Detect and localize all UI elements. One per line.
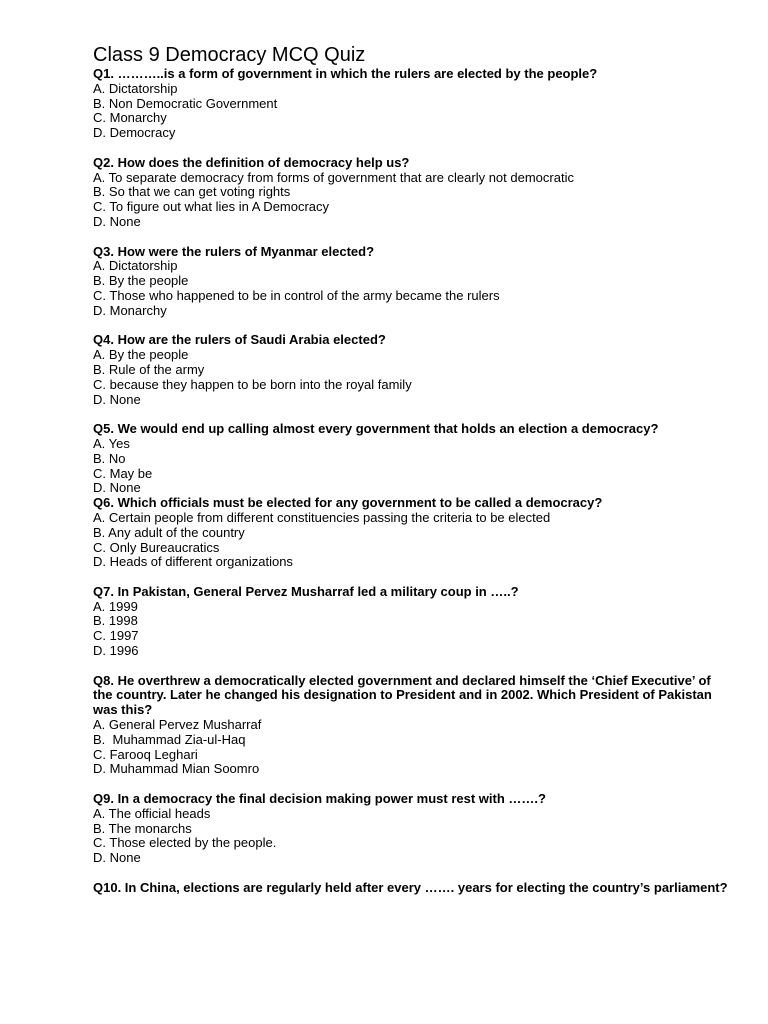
question-1: [93, 67, 733, 141]
option-a: A. General Pervez Musharraf: [93, 717, 262, 733]
option-b: B. By the people: [93, 273, 189, 289]
option-d: D. Monarchy: [93, 302, 167, 318]
option-b: B. Non Democratic Government: [93, 95, 278, 111]
question-9: [93, 792, 733, 866]
question-text: Q8. He overthrew a democratically elected government and declared himself the ‘Chief Executive’ of the country. Later he changed his designation to President and in 2002. Which President of Pakistan was this?: [93, 672, 712, 718]
option-c: C. Only Bureaucratics: [93, 539, 220, 555]
option-b: B. Muhammad Zia-ul-Haq: [93, 731, 246, 747]
question-text: Q5. We would end up calling almost every government that holds an election a democracy?: [93, 421, 659, 437]
option-c: C. Those who happened to be in control of the army became the rulers: [93, 287, 500, 303]
option-b: B. Any adult of the country: [93, 524, 245, 540]
question-4: [93, 333, 733, 407]
option-b: B. Rule of the army: [93, 361, 205, 377]
question-6: [93, 496, 733, 570]
question-2: [93, 156, 733, 230]
option-b: B. 1998: [93, 613, 138, 629]
option-c: C. 1997: [93, 628, 139, 644]
document-page: [93, 44, 733, 896]
option-d: D. Muhammad Mian Soomro: [93, 761, 260, 777]
option-a: A. Dictatorship: [93, 258, 178, 274]
question-7: [93, 585, 733, 659]
option-d: D. Democracy: [93, 125, 176, 141]
option-a: A. The official heads: [93, 805, 211, 821]
option-a: A. Dictatorship: [93, 80, 178, 96]
option-b: B. No: [93, 450, 126, 466]
question-text: Q7. In Pakistan, General Pervez Musharraf led a military coup in …..?: [93, 583, 519, 599]
option-c: C. Those elected by the people.: [93, 835, 277, 851]
option-c: C. To figure out what lies in A Democracy: [93, 199, 330, 215]
question-3: [93, 245, 733, 319]
question-text: Q3. How were the rulers of Myanmar elected?: [93, 243, 375, 259]
option-d: D. None: [93, 850, 141, 866]
page-title: Class 9 Democracy MCQ Quiz: [93, 44, 366, 66]
question-text: Q6. Which officials must be elected for any government to be called a democracy?: [93, 495, 603, 511]
option-d: D. None: [93, 213, 141, 229]
option-d: D. None: [93, 480, 141, 496]
question-text: Q4. How are the rulers of Saudi Arabia elected?: [93, 332, 386, 348]
option-c: C. May be: [93, 465, 153, 481]
option-c: C. Farooq Leghari: [93, 746, 198, 762]
option-a: A. Certain people from different constituencies passing the criteria to be elected: [93, 509, 551, 525]
question-text: Q2. How does the definition of democracy help us?: [93, 154, 410, 170]
option-a: A. 1999: [93, 598, 138, 614]
question-text: Q1. ………..is a form of government in which the rulers are elected by the people?: [93, 66, 598, 81]
option-d: D. None: [93, 391, 141, 407]
question-8: [93, 674, 733, 778]
question-text: Q10. In China, elections are regularly held after every ……. years for electing the country’s parliament?: [93, 879, 728, 895]
option-d: D. 1996: [93, 643, 139, 659]
option-c: C. because they happen to be born into the royal family: [93, 376, 412, 392]
question-10: [93, 881, 733, 896]
option-c: C. Monarchy: [93, 110, 167, 126]
option-a: A. To separate democracy from forms of government that are clearly not democratic: [93, 169, 574, 185]
option-a: A. By the people: [93, 347, 189, 363]
option-a: A. Yes: [93, 435, 130, 451]
option-d: D. Heads of different organizations: [93, 554, 293, 570]
option-b: B. So that we can get voting rights: [93, 184, 291, 200]
question-5: [93, 422, 733, 496]
option-b: B. The monarchs: [93, 820, 192, 836]
question-text: Q9. In a democracy the final decision making power must rest with …….?: [93, 791, 546, 807]
